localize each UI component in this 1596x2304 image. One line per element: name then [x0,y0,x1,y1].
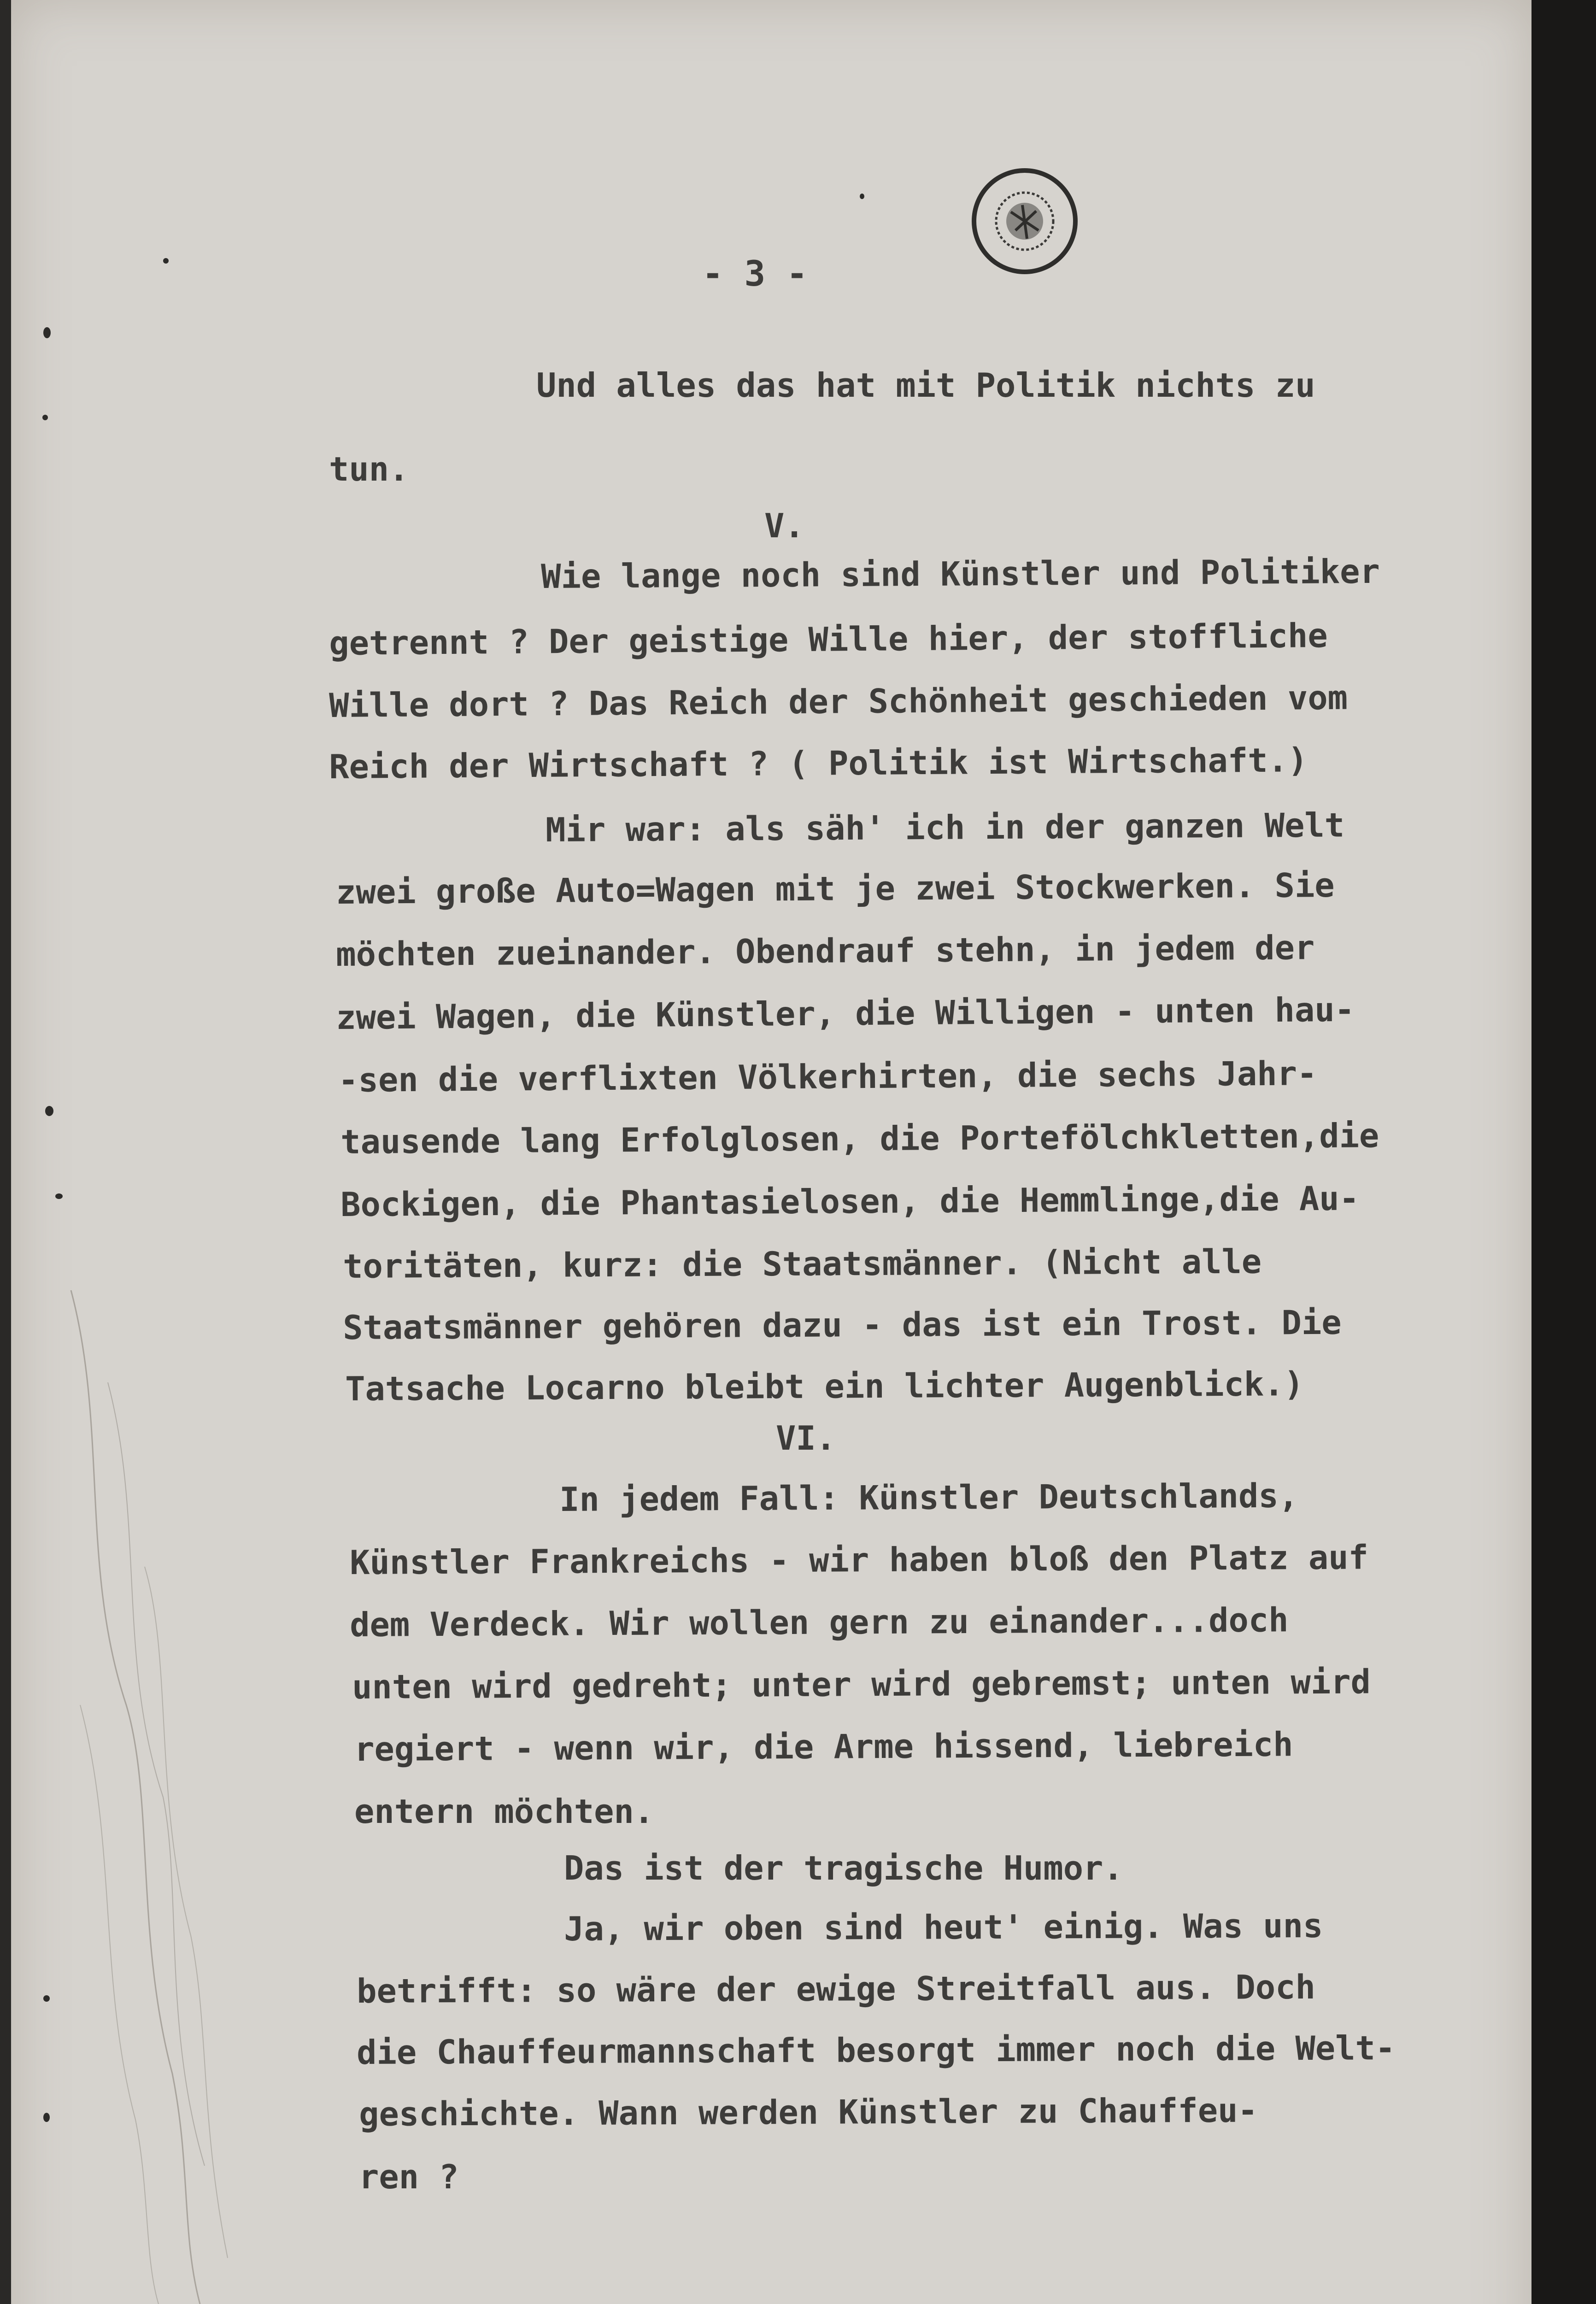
text-line: tausende lang Erfolglosen, die Portefölchkletten,die [340,1116,1379,1161]
text-line: Tatsache Locarno bleibt ein lichter Augenblick.) [345,1364,1304,1408]
text-line: zwei große Auto=Wagen mit je zwei Stockwerken. Sie [335,865,1335,911]
binding-speck [43,1995,50,2002]
text-line: -sen die verflixten Völkerhirten, die sechs Jahr- [338,1054,1317,1099]
binding-speck [43,327,51,338]
text-line: tun. [329,450,409,488]
text-line: möchten zueinander. Obendrauf stehn, in jedem der [335,928,1315,974]
paper-speck [163,258,169,264]
text-line: die Chauffeurmannschaft besorgt immer noch die Welt- [356,2028,1396,2072]
text-line: dem Verdeck. Wir wollen gern zu einander...doch [349,1600,1289,1644]
paper-fiber-marks [53,1290,246,2304]
text-line: Das ist der tragische Humor. [564,1849,1123,1887]
binding-speck [45,1106,53,1116]
binding-speck [43,2113,50,2122]
text-line: Ja, wir oben sind heut' einig. Was uns [563,1906,1323,1948]
paper-speck [860,194,864,199]
text-line: Mir war: als säh' ich in der ganzen Welt [545,805,1345,849]
section-heading-vi: VI. [776,1419,836,1458]
text-line: In jedem Fall: Künstler Deutschlands, [559,1476,1299,1519]
binding-speck [55,1193,63,1199]
text-line: Staatsmänner gehören dazu - das ist ein Trost. Die [342,1303,1342,1347]
paper-sheet [11,0,1531,2304]
text-line: entern möchten. [354,1792,654,1831]
text-line: betrifft: so wäre der ewige Streitfall aus. Doch [356,1967,1316,2010]
text-line: unten wird gedreht; unter wird gebremst; unten wird [352,1662,1371,1706]
section-heading-v: V. [764,506,804,545]
page-number: - 3 - [702,253,808,294]
text-line: toritäten, kurz: die Staatsmänner. (Nicht alle [342,1242,1262,1286]
text-line: Bockigen, die Phantasielosen, die Hemmlinge,die Au- [340,1179,1360,1224]
right-page-edge [1531,0,1596,2304]
text-line: Wille dort ? Das Reich der Schönheit geschieden vom [329,678,1348,725]
text-line: regiert - wenn wir, die Arme hissend, liebreich [354,1725,1293,1769]
text-line: getrennt ? Der geistige Wille hier, der stoffliche [329,616,1328,663]
text-line: zwei Wagen, die Künstler, die Willigen - unten hau- [335,990,1355,1037]
text-line: Wie lange noch sind Künstler und Politiker [540,552,1380,596]
text-line: Und alles das hat mit Politik nichts zu [536,366,1315,405]
text-line: geschichte. Wann werden Künstler zu Chauffeu- [358,2091,1258,2134]
left-page-edge [0,0,11,2304]
text-line: ren ? [359,2157,459,2196]
text-line: Reich der Wirtschaft ? ( Politik ist Wirtschaft.) [329,741,1308,786]
text-line: Künstler Frankreichs - wir haben bloß den Platz auf [349,1538,1369,1582]
binding-speck [42,415,48,420]
